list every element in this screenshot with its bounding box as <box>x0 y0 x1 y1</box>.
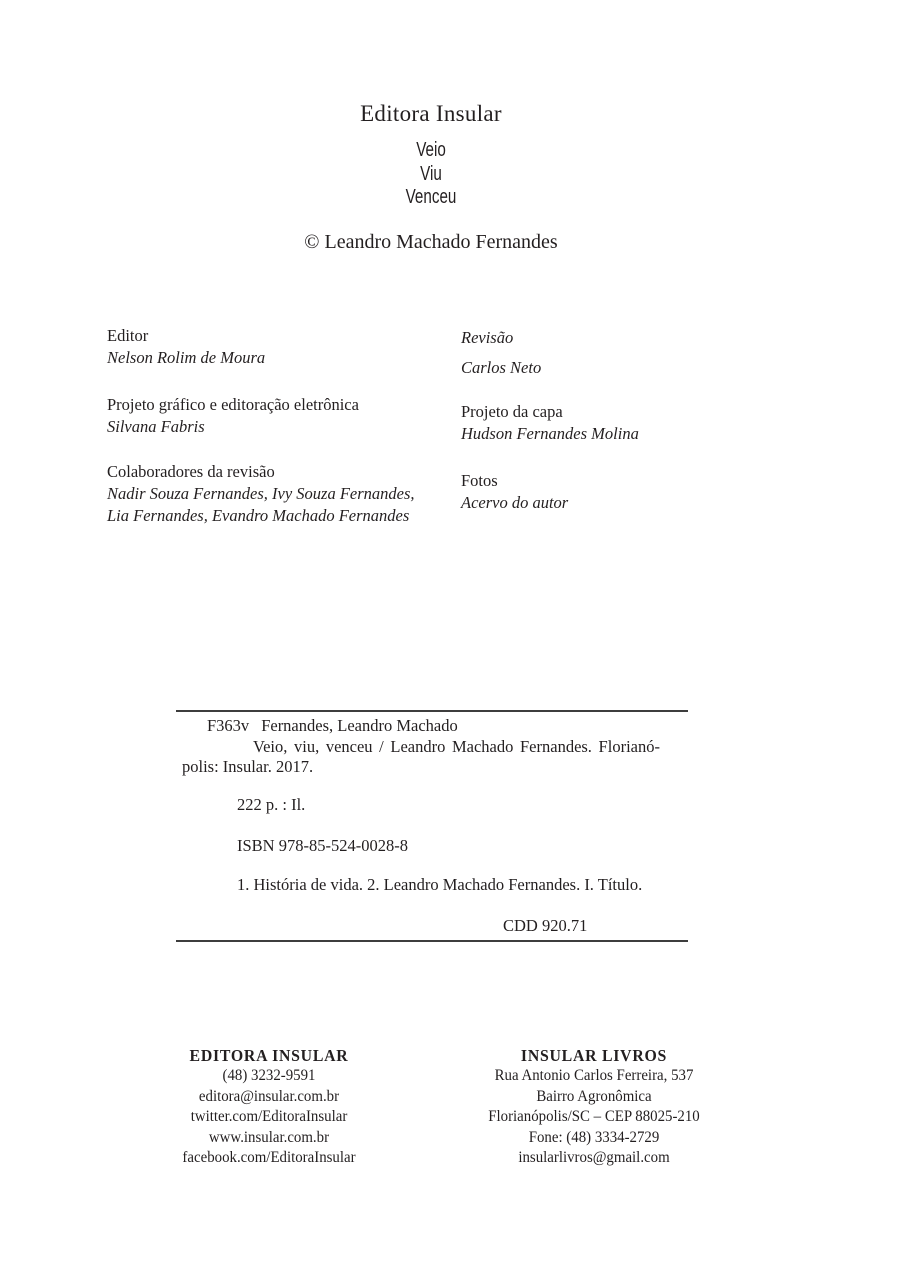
credit-revision-name <box>461 357 541 379</box>
publisher-title: Editora Insular <box>360 101 502 126</box>
credit-label-editor: Editor <box>107 326 149 345</box>
footer-insular-livros-title: INSULAR LIVROS <box>520 1046 668 1065</box>
catalog-title-statement-line1: Veio, viu, venceu / Leandro Machado Fernandes. Florianó- <box>253 737 660 756</box>
credit-label-cover-design: Projeto da capa <box>461 402 563 421</box>
footer-editora-phone: (48) 3232-9591 <box>222 1067 316 1085</box>
credit-name-graphic-design: Silvana Fabris <box>107 417 205 436</box>
credit-name-editor: Nelson Rolim de Moura <box>107 348 266 367</box>
credit-cover-design <box>461 401 639 445</box>
footer-editora-facebook: facebook.com/EditoraInsular <box>182 1149 356 1167</box>
credit-revision-collaborators <box>107 461 415 527</box>
footer-livros-phone: Fone: (48) 3334-2729 <box>528 1128 660 1146</box>
credit-label-photos: Fotos <box>461 471 498 490</box>
catalog-cdd-number: CDD 920.71 <box>503 916 588 935</box>
book-title-line-1: Veio <box>416 139 446 161</box>
catalog-isbn: ISBN 978-85-524-0028-8 <box>237 836 408 855</box>
credit-label-revision: Revisão <box>461 328 514 347</box>
credit-photos <box>461 470 568 514</box>
credit-name-revision: Carlos Neto <box>461 358 542 377</box>
footer-livros-neighborhood: Bairro Agronômica <box>536 1087 652 1105</box>
catalog-call-number: F363v <box>207 716 250 735</box>
credit-label-graphic-design: Projeto gráfico e editoração eletrônica <box>107 395 359 414</box>
footer-livros-city-cep: Florianópolis/SC – CEP 88025-210 <box>488 1108 700 1126</box>
copyright-line: © Leandro Machado Fernandes <box>304 231 558 253</box>
book-title-line-2: Viu <box>420 162 442 185</box>
book-title <box>103 139 758 210</box>
footer-livros-email: insularlivros@gmail.com <box>518 1149 670 1167</box>
credit-graphic-design <box>107 394 359 438</box>
credit-label-revision-collaborators: Colaboradores da revisão <box>107 462 275 481</box>
footer-livros-street: Rua Antonio Carlos Ferreira, 537 <box>494 1067 694 1085</box>
credit-name-cover-design: Hudson Fernandes Molina <box>461 424 639 443</box>
credit-revision <box>461 327 513 349</box>
credit-names-revision-collaborators-line2: Lia Fernandes, Evandro Machado Fernandes <box>107 506 410 525</box>
catalog-tracings: 1. História de vida. 2. Leandro Machado Fernandes. I. Título. <box>237 875 643 894</box>
catalog-collation: 222 p. : Il. <box>237 795 306 814</box>
footer-editora-email: editora@insular.com.br <box>198 1087 340 1105</box>
credit-names-revision-collaborators-line1: Nadir Souza Fernandes, Ivy Souza Fernandes, <box>107 484 415 503</box>
credit-editor <box>107 325 265 369</box>
catalog-author-heading: Fernandes, Leandro Machado <box>261 716 458 735</box>
book-title-line-3: Venceu <box>405 186 457 208</box>
footer-insular-livros <box>455 1046 734 1168</box>
footer-editora-website: www.insular.com.br <box>208 1128 330 1146</box>
catalog-title-statement-line2: polis: Insular. 2017. <box>182 757 314 776</box>
catalog-entry-heading <box>207 716 458 736</box>
catalog-card <box>176 710 688 942</box>
footer-editora-insular-title: EDITORA INSULAR <box>189 1046 349 1065</box>
credit-name-photos: Acervo do autor <box>461 493 569 512</box>
footer-editora-insular <box>130 1046 409 1168</box>
footer-editora-twitter: twitter.com/EditoraInsular <box>190 1108 348 1126</box>
